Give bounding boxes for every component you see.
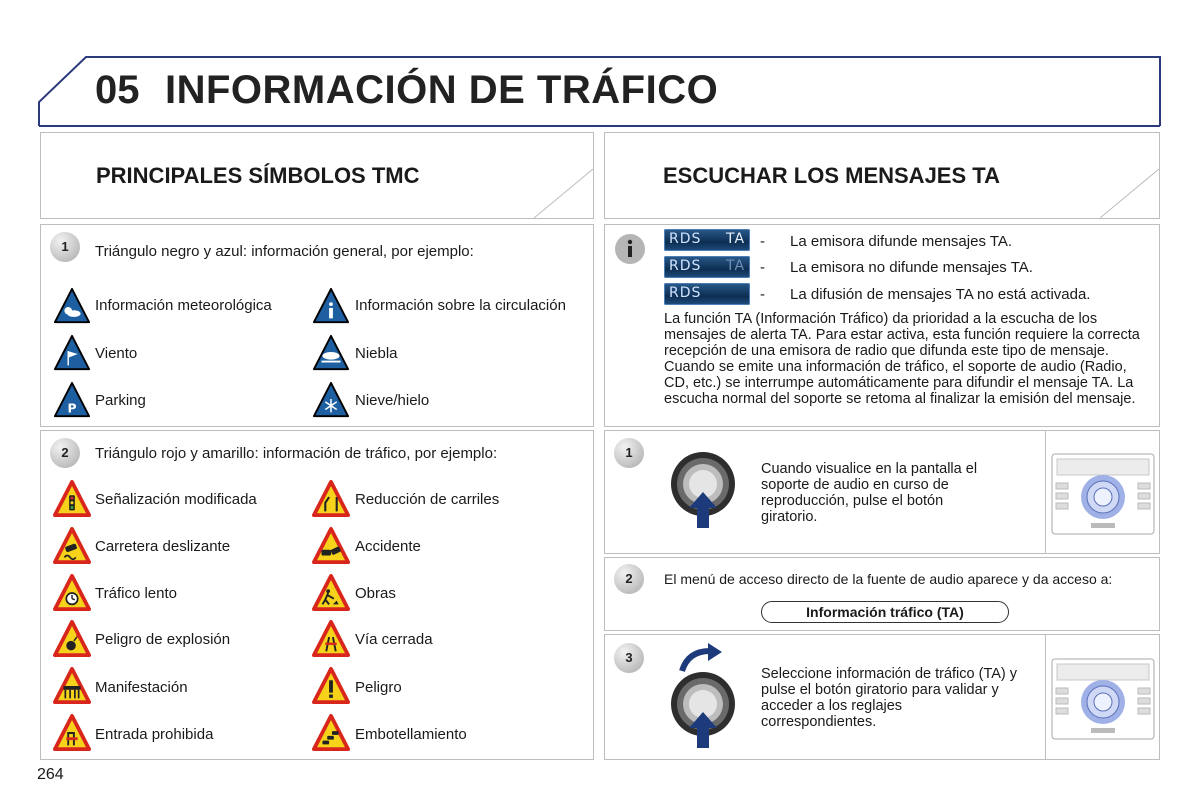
- section2-intro: Triángulo rojo y amarillo: información de tráfico, por ejemplo:: [95, 445, 498, 462]
- step3-text: Seleccione información de tráfico (TA) y pulse el botón giratorio para validar y acceder a los reglajes correspondientes.: [761, 666, 1018, 730]
- symbol-label: Información sobre la circulación: [355, 297, 566, 314]
- symbol-label: Nieve/hielo: [355, 392, 430, 409]
- symbol-label: Viento: [95, 345, 138, 362]
- symbol-label: Tráfico lento: [95, 585, 177, 602]
- info-badge-icon: [614, 233, 646, 265]
- parking-icon: [53, 381, 91, 419]
- rds-display-ta-on: RDS TA: [664, 229, 750, 251]
- danger-icon: [312, 667, 350, 705]
- step2-text: El menú de acceso directo de la fuente de audio aparece y da acceso a:: [664, 571, 1113, 587]
- weather-icon: [53, 287, 91, 325]
- info-icon: [312, 287, 350, 325]
- section-number-badge: 2: [50, 438, 80, 468]
- rotary-knob-press-icon: [665, 450, 741, 530]
- rds-row-text: La emisora difunde mensajes TA.: [790, 233, 1013, 250]
- symbol-label: Carretera deslizante: [95, 538, 231, 555]
- traffic-light-icon: [53, 480, 91, 518]
- wind-icon: [53, 334, 91, 372]
- symbol-label: Manifestación: [95, 679, 188, 696]
- rds-row-text: La emisora no difunde mensajes TA.: [790, 259, 1033, 276]
- right-section-title: ESCUCHAR LOS MENSAJES TA: [663, 163, 1000, 188]
- page-number: 264: [37, 766, 64, 783]
- radio-panel-icon: [1051, 453, 1155, 535]
- roadworks-icon: [312, 574, 350, 612]
- step1-text: Cuando visualice en la pantalla el soporte de audio en curso de reproducción, pulse el botón giratorio.: [761, 461, 978, 525]
- symbol-label: Peligro de explosión: [95, 631, 231, 648]
- step-number-badge: 3: [614, 643, 644, 673]
- symbol-label: Obras: [355, 585, 396, 602]
- rds-row-text: La difusión de mensajes TA no está activada.: [790, 286, 1091, 303]
- radio-panel-icon: [1051, 658, 1155, 740]
- no-entry-icon: [53, 714, 91, 752]
- slippery-road-icon: [53, 527, 91, 565]
- road-closed-icon: [312, 620, 350, 658]
- symbol-label: Accidente: [355, 538, 421, 555]
- symbol-label: Vía cerrada: [355, 631, 433, 648]
- slow-traffic-icon: [53, 574, 91, 612]
- traffic-jam-icon: [312, 714, 350, 752]
- snowflake-icon: [312, 381, 350, 419]
- step-number-badge: 2: [614, 564, 644, 594]
- symbol-label: Parking: [95, 392, 146, 409]
- chapter-number: 05: [95, 68, 140, 112]
- lane-reduction-icon: [312, 480, 350, 518]
- symbol-label: Peligro: [355, 679, 402, 696]
- ta-description: La función TA (Información Tráfico) da prioridad a la escucha de los mensajes de alerta TA. Para estar activa, esta función requiere la correcta recepción de una emisora de radio que difunda este tipo de mensaje. Cuando se emite una información de tráfico, el soporte de audio (Radio, CD, etc.) se interrumpe automáticamente para difundir el mensaje TA. La escucha normal del soporte se retoma al finalizar la emisión del mensaje.: [664, 311, 1140, 407]
- accident-icon: [312, 527, 350, 565]
- symbol-label: Información meteorológica: [95, 297, 272, 314]
- demonstration-icon: [53, 667, 91, 705]
- explosion-icon: [53, 620, 91, 658]
- svg-text:P: P: [67, 401, 77, 416]
- rds-display-ta-off: RDS: [664, 283, 750, 305]
- rds-display-ta-dim: RDS TA: [664, 256, 750, 278]
- traffic-info-ta-button[interactable]: Información tráfico (TA): [761, 601, 1009, 623]
- fog-icon: [312, 334, 350, 372]
- chapter-title: INFORMACIÓN DE TRÁFICO: [165, 68, 719, 112]
- symbol-label: Entrada prohibida: [95, 726, 214, 743]
- section-number-badge: 1: [50, 232, 80, 262]
- step-number-badge: 1: [614, 438, 644, 468]
- symbol-label: Embotellamiento: [355, 726, 467, 743]
- symbol-label: Señalización modificada: [95, 491, 257, 508]
- section1-intro: Triángulo negro y azul: información general, por ejemplo:: [95, 243, 474, 260]
- symbol-label: Niebla: [355, 345, 398, 362]
- symbol-label: Reducción de carriles: [355, 491, 500, 508]
- rotary-knob-press-icon: [665, 670, 741, 750]
- left-section-title: PRINCIPALES SÍMBOLOS TMC: [96, 163, 420, 188]
- rotate-arrow-icon: [678, 643, 726, 673]
